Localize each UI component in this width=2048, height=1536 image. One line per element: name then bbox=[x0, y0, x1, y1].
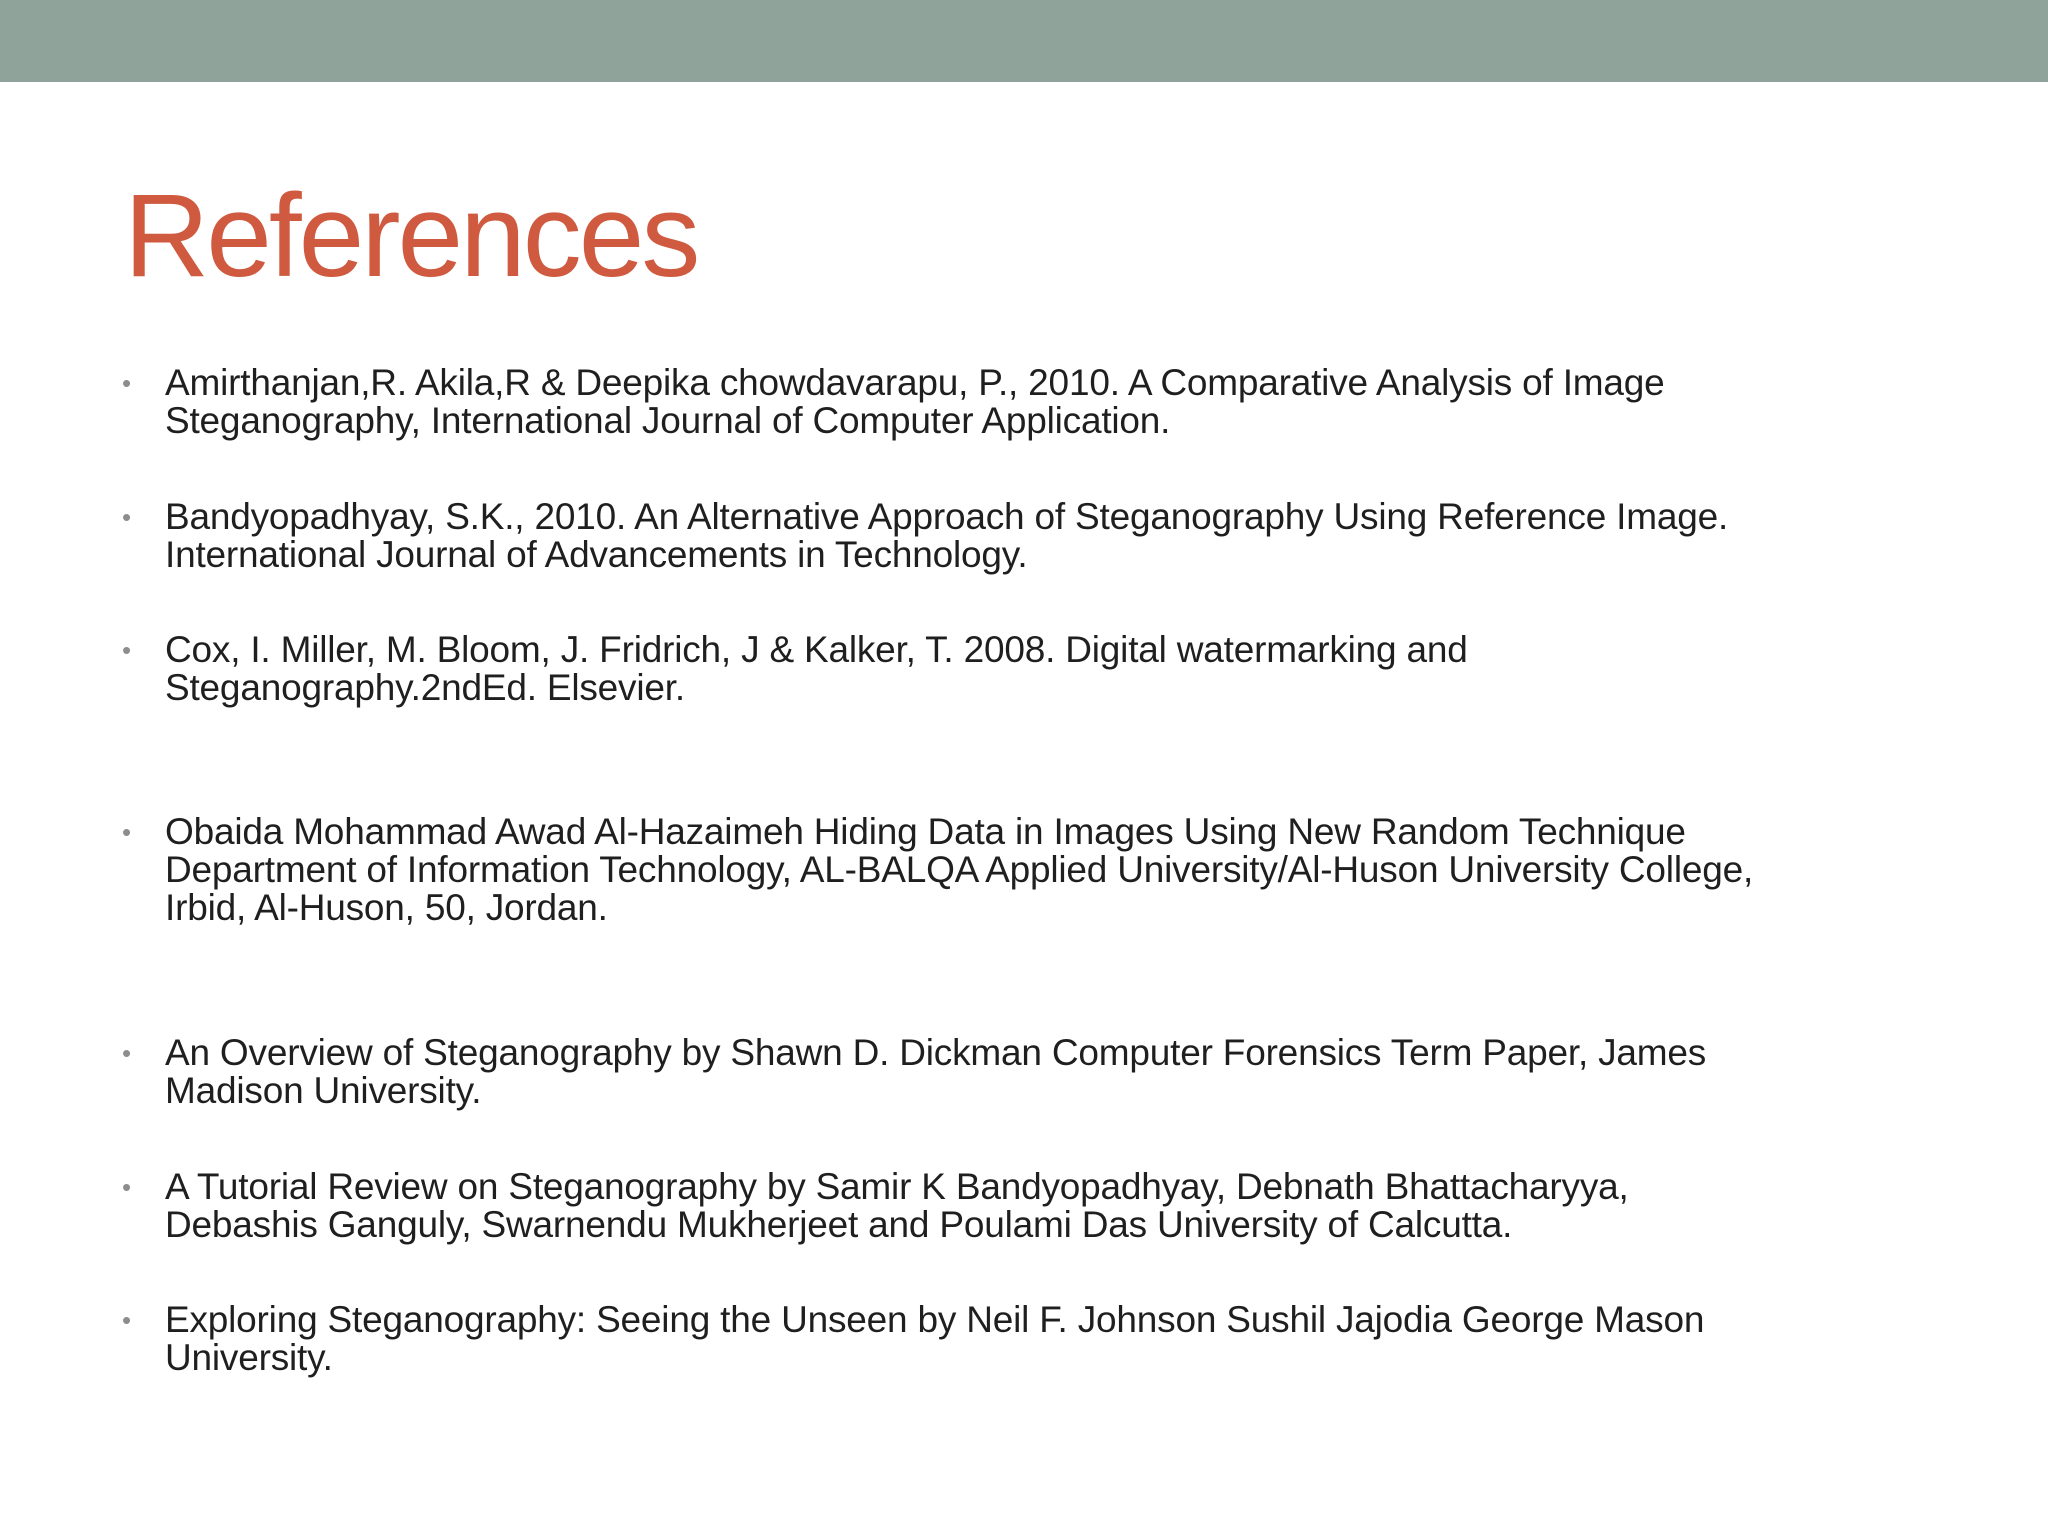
reference-line: Steganography, International Journal of Computer Application. bbox=[165, 400, 1171, 441]
reference-line: Irbid, Al-Huson, 50, Jordan. bbox=[165, 887, 608, 928]
reference-line: Exploring Steganography: Seeing the Unseen by Neil F. Johnson Sushil Jajodia George Mason bbox=[165, 1299, 1705, 1340]
reference-text bbox=[165, 1034, 2005, 1110]
reference-text bbox=[165, 813, 2005, 927]
reference-text bbox=[165, 631, 2005, 707]
reference-line: An Overview of Steganography by Shawn D. Dickman Computer Forensics Term Paper, James bbox=[165, 1032, 1707, 1073]
reference-text bbox=[165, 1168, 2005, 1244]
reference-line: Debashis Ganguly, Swarnendu Mukherjeet and Poulami Das University of Calcutta. bbox=[165, 1204, 1513, 1245]
bullet-dot-icon: • bbox=[122, 1172, 132, 1202]
bullet-dot-icon: • bbox=[122, 502, 132, 532]
reference-line: Steganography.2ndEd. Elsevier. bbox=[165, 667, 685, 708]
reference-line: Amirthanjan,R. Akila,R & Deepika chowdavarapu, P., 2010. A Comparative Analysis of Image bbox=[165, 362, 1665, 403]
reference-line: A Tutorial Review on Steganography by Samir K Bandyopadhyay, Debnath Bhattacharyya, bbox=[165, 1166, 1629, 1207]
reference-line: Obaida Mohammad Awad Al-Hazaimeh Hiding Data in Images Using New Random Technique bbox=[165, 811, 1686, 852]
reference-text bbox=[165, 498, 2005, 574]
reference-text bbox=[165, 364, 2005, 440]
bullet-dot-icon: • bbox=[122, 1305, 132, 1335]
bullet-dot-icon: • bbox=[122, 1038, 132, 1068]
reference-line: University. bbox=[165, 1337, 333, 1378]
reference-line: Department of Information Technology, AL-BALQA Applied University/Al-Huson University College, bbox=[165, 849, 1754, 890]
bullet-dot-icon: • bbox=[122, 817, 132, 847]
slide-title: References bbox=[124, 170, 698, 302]
bullet-dot-icon: • bbox=[122, 368, 132, 398]
bullet-dot-icon: • bbox=[122, 635, 132, 665]
reference-line: Cox, I. Miller, M. Bloom, J. Fridrich, J & Kalker, T. 2008. Digital watermarking and bbox=[165, 629, 1468, 670]
reference-line: International Journal of Advancements in Technology. bbox=[165, 534, 1028, 575]
reference-text bbox=[165, 1301, 2005, 1377]
reference-line: Bandyopadhyay, S.K., 2010. An Alternative Approach of Steganography Using Reference Image. bbox=[165, 496, 1729, 537]
reference-line: Madison University. bbox=[165, 1070, 482, 1111]
